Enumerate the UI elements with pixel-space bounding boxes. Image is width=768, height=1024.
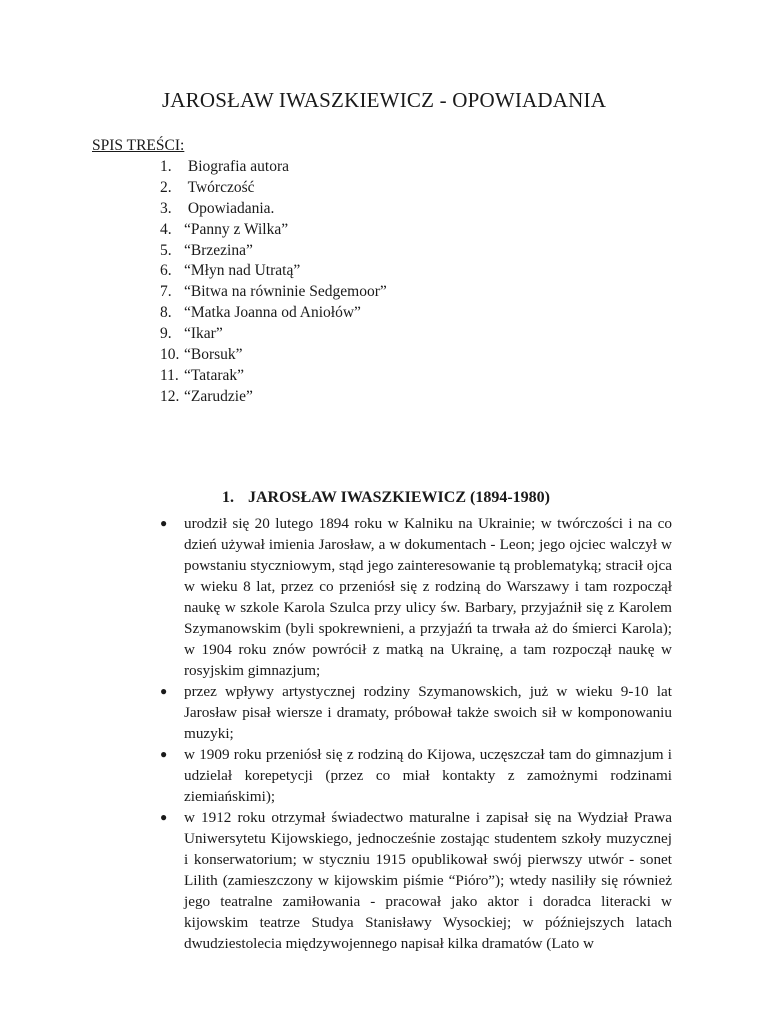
toc-item-number: 3. bbox=[160, 199, 172, 217]
toc-item-number: 1. bbox=[160, 158, 172, 175]
toc-item-number: 11. bbox=[160, 366, 179, 384]
toc-item bbox=[160, 387, 387, 408]
section-title: JAROSŁAW IWASZKIEWICZ (1894-1980) bbox=[248, 489, 550, 506]
toc-item bbox=[160, 303, 387, 324]
toc-item bbox=[160, 220, 387, 241]
biography-bullet-list bbox=[160, 513, 672, 954]
toc-item-number: 7. bbox=[160, 283, 172, 301]
section-number: 1. bbox=[222, 489, 234, 506]
toc-item-label: “Ikar” bbox=[184, 325, 223, 343]
document-title: JAROSŁAW IWASZKIEWICZ - OPOWIADANIA bbox=[161, 88, 607, 112]
bullet-text: w 1912 roku otrzymał świadectwo maturalne i zapisał się na Wydział Prawa Uniwersytetu Kijowskiego, jednocześnie zostając studentem szkoły muzycznej i konserwatorium; w styczniu 1915 opublikował swój pierwszy utwór - sonet Lilith (zamieszczony w kijowskim piśmie “Pióro”); wtedy nasiliły się również jego teatralne zamiłowania - pracował jako aktor i doradca literacki w kijowskim teatrze Studya Stanisławy Wysockiej; w późniejszych latach dwudziestolecia międzywojennego napisał kilka dramatów (Lato w bbox=[184, 809, 672, 952]
toc-item bbox=[160, 178, 387, 199]
bullet-text: w 1909 roku przeniósł się z rodziną do Kijowa, uczęszczał tam do gimnazjum i udzielał korepetycji (przez co miał kontakty z zamożnymi rodzinami ziemiańskimi); bbox=[184, 746, 672, 805]
toc-item-label: “Bitwa na równinie Sedgemoor” bbox=[184, 283, 387, 301]
toc-item-label: “Brzezina” bbox=[184, 241, 253, 259]
toc-item-number: 4. bbox=[160, 220, 172, 238]
toc-item-label: Twórczość bbox=[184, 178, 255, 196]
toc-item bbox=[160, 199, 387, 220]
toc-item-number: 8. bbox=[160, 304, 172, 322]
toc-item-number: 5. bbox=[160, 241, 172, 259]
bullet-icon: ● bbox=[160, 747, 168, 761]
bullet-item bbox=[160, 681, 672, 744]
table-of-contents bbox=[160, 157, 387, 408]
bullet-text: przez wpływy artystycznej rodziny Szymanowskich, już w wieku 9-10 lat Jarosław pisał wiersze i dramaty, próbował także swoich sił w komponowaniu muzyki; bbox=[184, 683, 672, 742]
toc-item bbox=[160, 345, 387, 366]
bullet-icon: ● bbox=[160, 684, 168, 698]
toc-item-label: “Panny z Wilka” bbox=[184, 220, 289, 238]
toc-item-label: “Tatarak” bbox=[184, 366, 245, 384]
section-heading bbox=[222, 489, 550, 507]
toc-item bbox=[160, 157, 387, 178]
toc-item-number: 12. bbox=[160, 387, 180, 405]
toc-item-label: Biografia autora bbox=[184, 158, 290, 175]
bullet-item bbox=[160, 807, 672, 954]
toc-item-number: 6. bbox=[160, 262, 172, 280]
toc-item bbox=[160, 282, 387, 303]
toc-item-number: 2. bbox=[160, 178, 172, 196]
toc-item-number: 9. bbox=[160, 325, 172, 343]
bullet-text: urodził się 20 lutego 1894 roku w Kalniku na Ukrainie; w twórczości i na co dzień używał imienia Jarosław, a w dokumentach - Leon; jego ojciec walczył w powstaniu styczniowym, stąd jego zainteresowanie tą problematyką; stracił ojca w wieku 8 lat, przez co przeniósł się z rodziną do Warszawy i tam rozpoczął naukę w szkole Karola Szulca przy ulicy św. Barbary, przyjaźnił się z Karolem Szymanowskim (byli spokrewnieni, a przyjaźń ta trwała aż do śmierci Karola); w 1904 roku znów powrócił z matką na Ukrainę, a tam rozpoczął naukę w rosyjskim gimnazjum; bbox=[184, 515, 672, 679]
toc-item-number: 10. bbox=[160, 346, 180, 364]
bullet-icon: ● bbox=[160, 810, 168, 824]
bullet-icon: ● bbox=[160, 516, 168, 530]
toc-item bbox=[160, 324, 387, 345]
bullet-item bbox=[160, 744, 672, 807]
toc-item-label: “Borsuk” bbox=[184, 346, 243, 364]
bullet-item bbox=[160, 513, 672, 681]
toc-item bbox=[160, 261, 387, 282]
toc-item-label: “Młyn nad Utratą” bbox=[184, 262, 301, 280]
toc-item-label: “Matka Joanna od Aniołów” bbox=[184, 304, 361, 322]
toc-item-label: “Zarudzie” bbox=[184, 387, 253, 405]
toc-item bbox=[160, 366, 387, 387]
toc-item-label: Opowiadania. bbox=[184, 199, 275, 217]
toc-item bbox=[160, 241, 387, 262]
toc-heading: SPIS TREŚCI: bbox=[92, 137, 185, 154]
